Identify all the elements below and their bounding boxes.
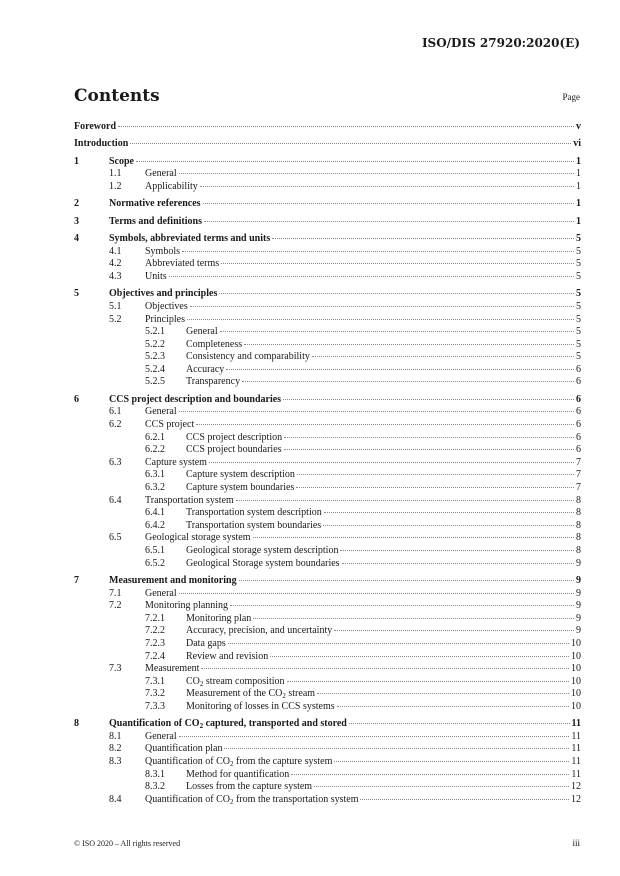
toc-entry[interactable] [74,769,581,782]
toc-entry-number: 6.1 [109,406,122,418]
toc-entry-number: 6.4.1 [145,507,165,519]
toc-entry[interactable] [74,701,581,714]
toc-leader-dots [187,319,574,320]
toc-entry-number: 6.3 [109,456,122,468]
toc-entry[interactable] [74,364,581,377]
toc-entry-title: Objectives and principles [109,288,218,300]
toc-entry-title: Abbreviated terms [145,258,220,270]
toc-entry-page: 1 [576,180,581,192]
toc-entry-number: 6.5 [109,532,122,544]
toc-entry-number: 6.2.2 [145,444,165,456]
toc-leader-dots [349,723,570,724]
toc-entry-title: Symbols [145,245,181,257]
toc-entry-title: Consistency and comparability [186,351,310,363]
toc-leader-dots [236,500,574,501]
toc-entry-title: Measurement [145,663,200,675]
toc-leader-dots [209,462,574,463]
toc-entry[interactable] [74,495,581,508]
toc-entry-page: 10 [571,675,581,687]
toc-entry-page: 5 [576,258,581,270]
toc-leader-dots [179,736,570,737]
toc-entry-page: 12 [571,793,581,805]
toc-entry[interactable] [74,138,581,151]
toc-entry-title: General [186,326,218,338]
toc-entry-page: 5 [576,338,581,350]
toc-leader-dots [312,356,574,357]
toc-entry-number: 6.5.1 [145,544,165,556]
toc-entry-number: 6.4 [109,494,122,506]
toc-entry-page: 5 [576,233,581,245]
toc-entry-title: Capture system [145,456,207,468]
toc-entry-title: CCS project description [186,431,283,443]
toc-entry-title: Capture system description [186,469,295,481]
toc-entry-number: 7.2.3 [145,637,165,649]
toc-entry[interactable] [74,600,581,613]
toc-entry-page: 8 [576,544,581,556]
toc-entry[interactable] [74,743,581,756]
toc-entry-title: Geological Storage system boundaries [186,557,340,569]
toc-leader-dots [342,563,574,564]
toc-entry-number: 7.2.4 [145,650,165,662]
toc-entry-title: Accuracy, precision, and uncertainty [186,625,333,637]
toc-entry-page: 11 [571,768,581,780]
toc-entry-page: 10 [571,688,581,700]
toc-entry[interactable] [74,638,581,651]
toc-entry-page: 1 [576,168,581,180]
toc-leader-dots [224,748,569,749]
toc-entry[interactable] [74,794,581,807]
toc-leader-dots [253,618,574,619]
toc-leader-dots [136,161,574,162]
toc-entry-title: Monitoring planning [145,600,229,612]
toc-entry[interactable] [74,663,581,676]
toc-leader-dots [314,786,569,787]
toc-entry-number: 4.3 [109,270,122,282]
toc-entry-page: 8 [576,494,581,506]
toc-leader-dots [179,173,574,174]
toc-entry-title: Capture system boundaries [186,482,295,494]
toc-entry-number: 5 [74,288,79,300]
toc-entry-page: 5 [576,326,581,338]
toc-leader-dots [228,643,569,644]
toc-leader-dots [118,126,574,127]
toc-entry-page: 5 [576,300,581,312]
toc-entry[interactable] [74,756,581,769]
toc-entry-title: Scope [109,155,134,167]
toc-entry-page: 7 [576,482,581,494]
toc-entry-page: 11 [571,756,581,768]
toc-entry[interactable] [74,507,581,520]
toc-entry-page: 9 [576,625,581,637]
toc-leader-dots [317,693,569,694]
toc-entry-title: Quantification of $CO_2$ from the capture system [145,756,333,769]
toc-leader-dots [334,761,569,762]
toc-entry-number: 5.1 [109,300,122,312]
toc-entry[interactable] [74,314,581,327]
toc-entry-title: Method for quantification [186,768,290,780]
toc-leader-dots [284,437,574,438]
toc-entry-page: 1 [576,155,581,167]
toc-entry-title: General [145,406,177,418]
toc-entry-page: 5 [576,351,581,363]
toc-entry-number: 6 [74,393,79,405]
toc-entry-title: Monitoring plan [186,612,252,624]
toc-entry-page: vi [573,138,581,150]
toc-entry-page: 1 [576,215,581,227]
toc-leader-dots [219,293,574,294]
toc-entry[interactable] [74,588,581,601]
toc-leader-dots [287,681,569,682]
toc-entry-title: Transportation system description [186,507,322,519]
toc-entry-page: 8 [576,519,581,531]
toc-entry-page: 9 [576,557,581,569]
toc-entry[interactable] [74,168,581,181]
toc-entry[interactable] [74,271,581,284]
toc-entry-page: 6 [576,419,581,431]
toc-entry-page: 6 [576,431,581,443]
toc-entry-number: 5.2.5 [145,376,165,388]
toc-entry-number: 6.2.1 [145,431,165,443]
toc-leader-dots [203,203,574,204]
toc-leader-dots [334,630,574,631]
toc-entry-title: Completeness [186,338,243,350]
toc-entry-number: 8.1 [109,730,122,742]
toc-entry-number: 8.2 [109,743,122,755]
toc-entry-page: 10 [571,700,581,712]
toc-entry[interactable] [74,326,581,339]
toc-entry[interactable] [74,121,581,134]
toc-leader-dots [182,251,574,252]
toc-entry[interactable] [74,444,581,457]
toc-entry-page: 5 [576,313,581,325]
toc-entry[interactable] [74,406,581,419]
toc-leader-dots [190,306,574,307]
toc-entry[interactable] [74,419,581,432]
toc-leader-dots [272,238,574,239]
toc-entry-number: 5.2.1 [145,326,165,338]
toc-leader-dots [284,449,574,450]
page-column-label: Page [562,92,580,102]
toc-entry[interactable] [74,233,581,246]
toc-entry-number: 5.2.2 [145,338,165,350]
toc-leader-dots [226,369,574,370]
toc-entry-title: General [145,587,177,599]
toc-entry-page: 10 [571,663,581,675]
toc-entry-number: 2 [74,198,79,210]
toc-entry-page: 5 [576,288,581,300]
toc-entry[interactable] [74,545,581,558]
toc-entry-title: Geological storage system description [186,544,339,556]
toc-leader-dots [201,668,569,669]
toc-entry-title: CCS project boundaries [186,444,282,456]
toc-entry-title: Transportation system boundaries [186,519,322,531]
toc-leader-dots [220,331,574,332]
toc-entry-title: Accuracy [186,363,225,375]
toc-entry-page: 8 [576,532,581,544]
toc-entry[interactable] [74,301,581,314]
toc-entry-number: 4 [74,233,79,245]
document-id: ISO/DIS 27920:2020(E) [421,36,580,50]
toc-entry-title: Transparency [186,376,241,388]
toc-leader-dots [204,221,574,222]
contents-heading: Contents [74,86,160,106]
toc-entry-number: 7.2.2 [145,625,165,637]
toc-leader-dots [230,605,574,606]
toc-entry[interactable] [74,731,581,744]
toc-leader-dots [242,381,574,382]
toc-entry-title: Transportation system [145,494,234,506]
toc-entry-page: 9 [576,587,581,599]
toc-entry[interactable] [74,613,581,626]
toc-entry-page: 6 [576,444,581,456]
toc-entry-title: Objectives [145,300,188,312]
toc-entry[interactable] [74,351,581,364]
toc-entry-page: 10 [571,650,581,662]
toc-entry-title: Data gaps [186,637,226,649]
toc-entry[interactable] [74,457,581,470]
toc-entry[interactable] [74,558,581,571]
toc-entry[interactable] [74,394,581,407]
toc-leader-dots [291,774,569,775]
copyright-notice: © ISO 2020 – All rights reserved [74,839,181,848]
toc-leader-dots [323,525,574,526]
toc-entry-number: 8 [74,718,79,730]
toc-leader-dots [169,276,574,277]
toc-entry-title: Quantification plan [145,743,223,755]
toc-entry[interactable] [74,258,581,271]
toc-entry-page: 6 [576,376,581,388]
toc-leader-dots [130,143,571,144]
toc-entry-title: Review and revision [186,650,269,662]
toc-entry[interactable] [74,676,581,689]
toc-entry[interactable] [74,781,581,794]
toc-entry-number: 7.1 [109,587,122,599]
toc-entry-title: Units [145,270,167,282]
table-of-contents [74,121,581,806]
toc-entry[interactable] [74,216,581,229]
toc-entry-title: Measurement and monitoring [109,574,237,586]
toc-leader-dots [200,186,574,187]
toc-entry-title: Applicability [145,180,198,192]
toc-entry-number: 4.1 [109,245,122,257]
toc-entry-title: Quantification of $CO_2$ captured, transported and stored [109,718,347,731]
toc-entry-title: Measurement of the $CO_2$ stream [186,688,316,701]
toc-entry-title: Foreword [74,121,117,132]
toc-entry-number: 5.2.4 [145,363,165,375]
toc-leader-dots [221,263,574,264]
toc-entry-number: 1 [74,155,79,167]
toc-leader-dots [297,474,574,475]
toc-entry[interactable] [74,469,581,482]
toc-entry-page: 5 [576,245,581,257]
toc-entry-page: v [576,121,581,132]
toc-entry-page: 11 [571,730,581,742]
toc-entry[interactable] [74,181,581,194]
toc-entry-title: $CO_2$ stream composition [186,675,285,688]
toc-entry-page: 6 [576,406,581,418]
toc-leader-dots [179,411,574,412]
toc-entry-number: 7 [74,574,79,586]
toc-entry-title: Geological storage system [145,532,251,544]
toc-entry-title: Quantification of $CO_2$ from the transportation system [145,793,359,806]
toc-entry[interactable] [74,575,581,588]
toc-entry-title: Terms and definitions [109,215,202,227]
toc-entry[interactable] [74,156,581,169]
toc-entry[interactable] [74,482,581,495]
toc-leader-dots [239,580,574,581]
toc-entry[interactable] [74,688,581,701]
toc-entry-title: Monitoring of losses in CCS systems [186,700,335,712]
toc-entry[interactable] [74,288,581,301]
toc-entry-number: 6.3.2 [145,482,165,494]
toc-leader-dots [179,593,574,594]
toc-leader-dots [360,799,569,800]
toc-entry-number: 8.3 [109,756,122,768]
toc-leader-dots [296,487,574,488]
toc-entry-page: 9 [576,574,581,586]
toc-entry-number: 3 [74,215,79,227]
toc-entry-title: CCS project [145,419,195,431]
toc-entry[interactable] [74,246,581,259]
toc-entry-number: 6.5.2 [145,557,165,569]
toc-entry-title: General [145,168,177,180]
toc-entry-title: Losses from the capture system [186,781,313,793]
toc-entry-page: 12 [571,781,581,793]
toc-entry[interactable] [74,376,581,389]
toc-entry-page: 8 [576,507,581,519]
toc-leader-dots [196,424,574,425]
toc-leader-dots [340,550,574,551]
toc-leader-dots [253,537,574,538]
toc-leader-dots [283,399,574,400]
toc-entry-number: 6.4.2 [145,519,165,531]
toc-entry-number: 5.2.3 [145,351,165,363]
toc-leader-dots [324,512,574,513]
toc-entry-number: 5.2 [109,313,122,325]
toc-entry-number: 7.3 [109,663,122,675]
toc-entry-number: 7.2 [109,600,122,612]
toc-entry-number: 6.2 [109,419,122,431]
toc-entry-number: 8.3.1 [145,768,165,780]
toc-entry-number: 1.1 [109,168,122,180]
toc-entry[interactable] [74,198,581,211]
toc-entry-page: 6 [576,363,581,375]
toc-entry-page: 9 [576,612,581,624]
toc-entry[interactable] [74,532,581,545]
toc-entry-page: 9 [576,600,581,612]
toc-entry[interactable] [74,718,581,731]
toc-entry-title: Principles [145,313,185,325]
toc-entry-number: 1.2 [109,180,122,192]
toc-entry-title: Introduction [74,138,129,150]
toc-entry[interactable] [74,520,581,533]
toc-entry[interactable] [74,432,581,445]
toc-entry-number: 6.3.1 [145,469,165,481]
toc-entry-number: 4.2 [109,258,122,270]
toc-entry-number: 7.2.1 [145,612,165,624]
toc-entry-title: CCS project description and boundaries [109,393,282,405]
toc-entry-page: 10 [571,637,581,649]
toc-entry-page: 6 [576,393,581,405]
toc-entry-number: 8.3.2 [145,781,165,793]
toc-entry[interactable] [74,625,581,638]
toc-entry-number: 8.4 [109,793,122,805]
toc-entry-page: 5 [576,270,581,282]
toc-leader-dots [337,706,569,707]
toc-entry-page: 1 [576,198,581,210]
toc-entry-page: 7 [576,469,581,481]
page-number: iii [572,838,580,848]
toc-entry[interactable] [74,339,581,352]
toc-entry-page: 7 [576,456,581,468]
toc-entry[interactable] [74,651,581,664]
toc-leader-dots [270,656,569,657]
toc-entry-title: Normative references [109,198,201,210]
toc-entry-number: 7.3.3 [145,700,165,712]
toc-leader-dots [244,344,574,345]
toc-entry-title: Symbols, abbreviated terms and units [109,233,271,245]
toc-entry-title: General [145,730,177,742]
toc-entry-page: 11 [571,718,581,730]
toc-entry-page: 11 [571,743,581,755]
toc-entry-number: 7.3.2 [145,688,165,700]
toc-entry-number: 7.3.1 [145,675,165,687]
